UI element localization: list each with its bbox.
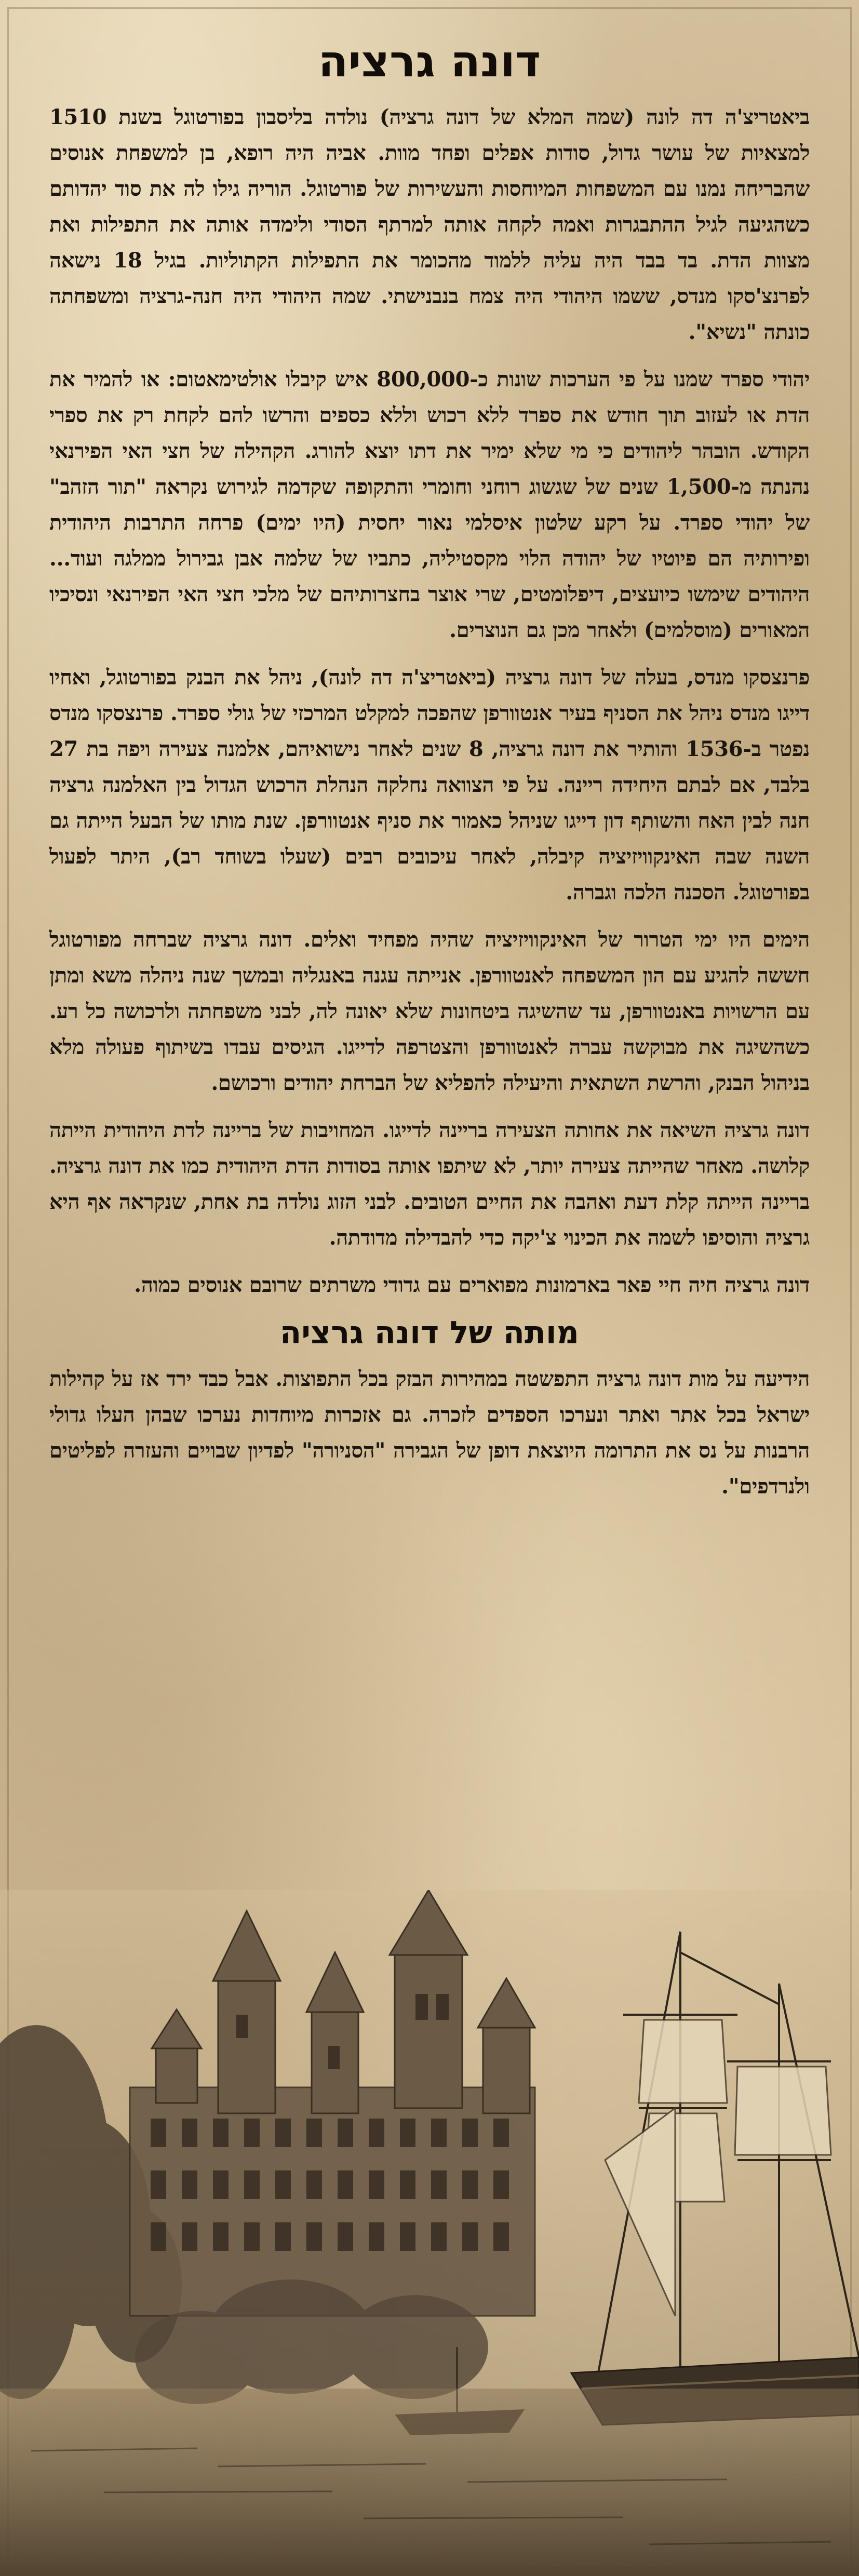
- paragraph-birth: ביאטריצ'ה דה לונה (שמה המלא של דונה גרציה) נולדה בליסבון בפורטוגל בשנת 1510 למצאיות של עושר גדול, סודות אפלים ופחד מוות. אביה היה רופא, בן למשפחת אנוסים שהבריחה נמנו עם המשפחות המיוחסות והעשירות של פורטוגל. הוריה גילו לה את סוד יהדותם כשהגיעה לגיל ההתבגרות ואמה לקחה אותה למרתף הסודי ולימדה אותה את התפילות ואת מצוות הדת. בד בבד היה עליה ללמוד מהכומר את התפילות הקתוליות. בגיל 18 נישאה לפרנצ'סקו מנדס, ששמו היהודי היה צמח בנבנישתי. שמה היהודי היה חנה-גרציה ומשפחתה כונתה "נשיא".: [49, 104, 810, 344]
- paragraph-luxury: דונה גרציה חיה חיי פאר בארמונות מפוארים עם גדודי משרתים שרובם אנוסים כמוה.: [134, 1272, 810, 1297]
- paragraph-francisco-mendes: פרנצסקו מנדס, בעלה של דונה גרציה (ביאטריצ'ה דה לונה), ניהל את הבנק בפורטוגל, ואחיו דייגו מנדס ניהל את הסניף בעיר אנטוורפן שהפכה למקלט המרכזי של גולי ספרד. פרנצסקו מנדס נפטר ב-1536 והותיר את דונה גרציה, 8 שנים לאחר נישואיהם, אלמנה צעירה ויפה בת 27 בלבד, אם לבתם היחידה ריינה. על פי הצוואה נחלקה הנהלת הרכוש הגדול בין האלמנה גרציה חנה לבין האח והשותף דון דייגו שניהל כאמור את סניף אנטוורפן. שנת מותו של הבעל הייתה גם השנה שבה האינקוויזיציה קיבלה, לאחר עיכובים רבים (שעלו בשוחד רב), היתר לפעול בפורטוגל. הסכנה הלכה וגברה.: [49, 665, 810, 905]
- paragraph-death: הידיעה על מות דונה גרציה התפשטה במהירות הבזק בכל התפוצות. אבל כבד ירד אז על קהילות ישראל בכל אתר ואתר ונערכו הספדים לזכרה. גם אזכרות מיוחדות נערכו שבהן העלו גדולי הרבנות על נס את התרומה היוצאת דופן של הגבירה "הסניורה" לפדיון שבויים והעזרה לפליטים ולנרדפים".: [49, 1366, 810, 1499]
- paragraph-inquisition: הימים היו ימי הטרור של האינקוויזיציה שהיה מפחיד ואלים. דונה גרציה שברחה מפורטוגל חששה להגיע עם הון המשפחה לאנטוורפן. אנייתה עגנה באנגליה ובמשך שנה ניהלה משא ומתן עם הרשויות באנטוורפן, עד שהשיגה ביטחונות שלא יאונה לה, לבני משפחתה ולרכושה כל רע. כשהשיגה את מבוקשה עברה לאנטוורפן והצטרפה לדייגו. הגיסים עבדו בשיתוף פעולה מלא בניהול הבנק, והרשת השתאית והיעילה להפליא של הברחת יהודים ורכושם.: [49, 927, 810, 1095]
- harbor-water: [0, 2389, 859, 2576]
- article-body: [49, 36, 810, 1516]
- paragraph-spain-expulsion: יהודי ספרד שמנו על פי הערכות שונות כ-800,000 איש קיבלו אולטימאטום: או להמיר את הדת או לעזוב תוך חודש את ספרד ללא רכוש וללא כספים והרשו להם לקחת רק את ספרי הקודש. הובהר ליהודים כי מי שלא ימיר את דתו יוצא להורג. הקהילה של חצי האי הפירנאי נהנתה מ-1,500 שנים של שגשוג רוחני וחומרי והתקופה שקדמה לגירוש נקראה "תור הזהב" של יהודי ספרד. על רקע שלטון איסלמי נאור יחסית (היו ימים) פרחה התרבות היהודית ופירותיה הם פיוטיו של יהודה הלוי מקסטיליה, כתביו של שלמה אבן גבירול ממלגה ועוד... היהודים שימשו כיועצים, דיפלומטים, שרי אוצר בחצרותיהם של מלכי חצי האי הפירנאי ונסיכיו המאורים (מוסלמים) ולאחר מכן גם הנוצרים.: [49, 367, 810, 642]
- paragraph-sister-brianda: דונה גרציה השיאה את אחותה הצעירה בריינה לדייגו. המחויבות של בריינה לדת היהודית הייתה קלושה. מאחר שהייתה צעירה יותר, לא שיתפו אותה בסודות הדת היהודית כמו את דונה גרציה. בריינה הייתה קלת דעת ואהבה את החיים הטובים. לבני הזוג נולדה בת אחת, שנקראה אף היא גרציה והוסיפו לשמה את הכינוי צ'יקה כדי להבדילה מדודתה.: [49, 1117, 810, 1250]
- page-title: דונה גרציה: [318, 36, 541, 87]
- section-heading-death: מותה של דונה גרציה: [280, 1314, 579, 1351]
- city-harbor-drawing: [0, 1890, 859, 2576]
- sepia-city-harbor-illustration: [0, 1890, 859, 2576]
